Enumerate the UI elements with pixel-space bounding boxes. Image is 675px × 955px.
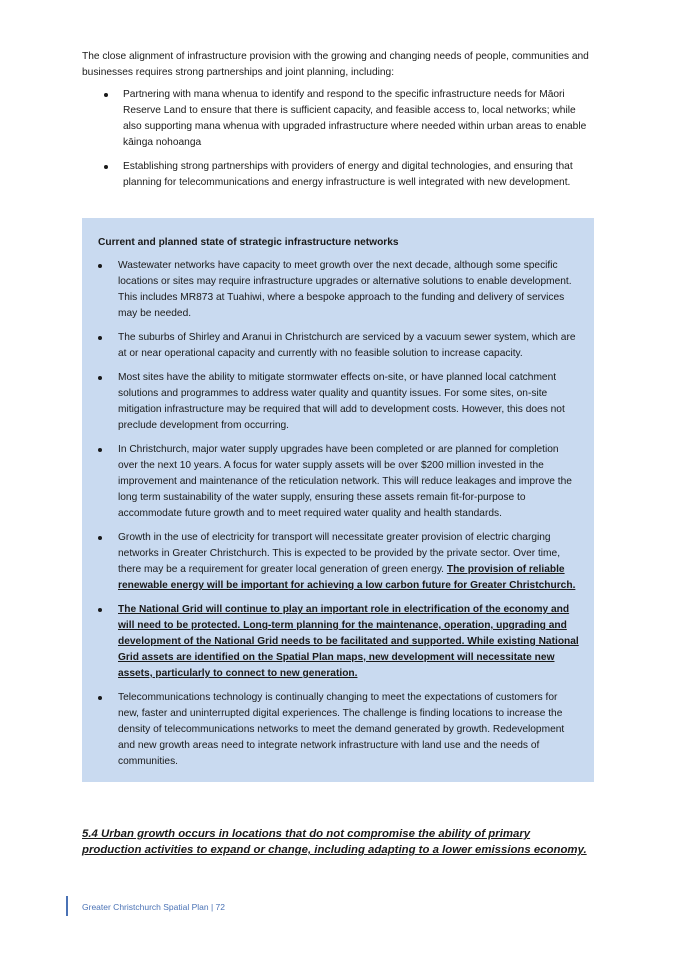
bullet-icon	[98, 376, 102, 380]
bullet-text: The suburbs of Shirley and Aranui in Christchurch are serviced by a vacuum sewer system, which are at or near operational capacity and currently with no feasible solution to increase capacity.	[118, 332, 576, 359]
list-item	[104, 87, 594, 151]
intro-paragraph: The close alignment of infrastructure provision with the growing and changing needs of people, communities and businesses requires strong partnerships and joint planning, including:	[82, 51, 589, 78]
bullet-icon	[104, 93, 108, 97]
intro-bullet-list	[104, 87, 594, 199]
bullet-icon	[98, 448, 102, 452]
bullet-text: Establishing strong partnerships with providers of energy and digital technologies, and ensuring that planning for telecommunications and energy infrastructure is well integrated with new development.	[123, 161, 573, 188]
bullet-icon	[98, 608, 102, 612]
section-heading: 5.4 Urban growth occurs in locations that do not compromise the ability of primary production activities to expand or change, including adapting to a lower emissions economy.	[82, 828, 587, 856]
bullet-icon	[98, 536, 102, 540]
emphasis-text: The provision of reliable renewable energy will be important for achieving a low carbon future for Greater Christchurch.	[118, 564, 576, 591]
bullet-text: Partnering with mana whenua to identify and respond to the specific infrastructure needs for Māori Reserve Land to ensure that there is sufficient capacity, and feasible access to, local networks; while also supporting mana whenua with upgraded infrastructure where needed within urban areas to enable kāinga nohoanga	[123, 89, 587, 148]
list-item	[98, 602, 580, 682]
bullet-icon	[98, 336, 102, 340]
list-item	[98, 258, 580, 322]
bullet-text: In Christchurch, major water supply upgrades have been completed or are planned for completion over the next 10 years. A focus for water supply assets will be over $200 million invested in the improvement and maintenance of the reticulation network. This will reduce leakages and improve the long term sustainability of the water supply, ensuring these assets remain fit-for-purpose to accommodate future growth and to meet required water quality and health standards.	[118, 444, 572, 519]
list-item	[98, 530, 580, 594]
footer-accent-bar	[66, 896, 68, 916]
bullet-icon	[104, 165, 108, 169]
bullet-icon	[98, 264, 102, 268]
list-item	[98, 330, 580, 362]
callout-heading: Current and planned state of strategic infrastructure networks	[98, 237, 399, 248]
callout-bullet-list	[98, 258, 580, 778]
bullet-text: Telecommunications technology is continually changing to meet the expectations of customers for new, faster and uninterrupted digital experiences. The challenge is finding locations to increase the density of telecommunications networks to meet the demand generated by growth. Redevelopment and new growth areas need to integrate network infrastructure with land use and the needs of communities.	[118, 692, 565, 767]
list-item	[104, 159, 594, 191]
list-item	[98, 370, 580, 434]
bullet-text: Growth in the use of electricity for transport will necessitate greater provision of electric charging networks in Greater Christchurch. This is expected to be provided by the private sector. Over time, there may be a requirement for greater local generation of green energy.	[118, 532, 561, 575]
list-item	[98, 690, 580, 770]
emphasis-text: The National Grid will continue to play an important role in electrification of the economy and will need to be protected. Long-term planning for the maintenance, operation, upgrading and development of the National Grid needs to be facilitated and supported. While existing National Grid assets are identified on the Spatial Plan maps, new development will necessitate new assets, particularly to connect to new generation.	[118, 604, 579, 679]
list-item	[98, 442, 580, 522]
bullet-icon	[98, 696, 102, 700]
page-footer: Greater Christchurch Spatial Plan | 72	[82, 902, 225, 912]
bullet-text: Wastewater networks have capacity to meet growth over the next decade, although some specific locations or sites may require infrastructure upgrades or alternative solutions to enable development. This includes MR873 at Tuahiwi, where a bespoke approach to the funding and delivery of services may be needed.	[118, 260, 572, 319]
bullet-text: Most sites have the ability to mitigate stormwater effects on-site, or have planned local catchment solutions and programmes to address water quality and quantity issues. For some sites, on-site mitigation infrastructure may be required that will add to development costs. However, this does not preclude development from occurring.	[118, 372, 565, 431]
